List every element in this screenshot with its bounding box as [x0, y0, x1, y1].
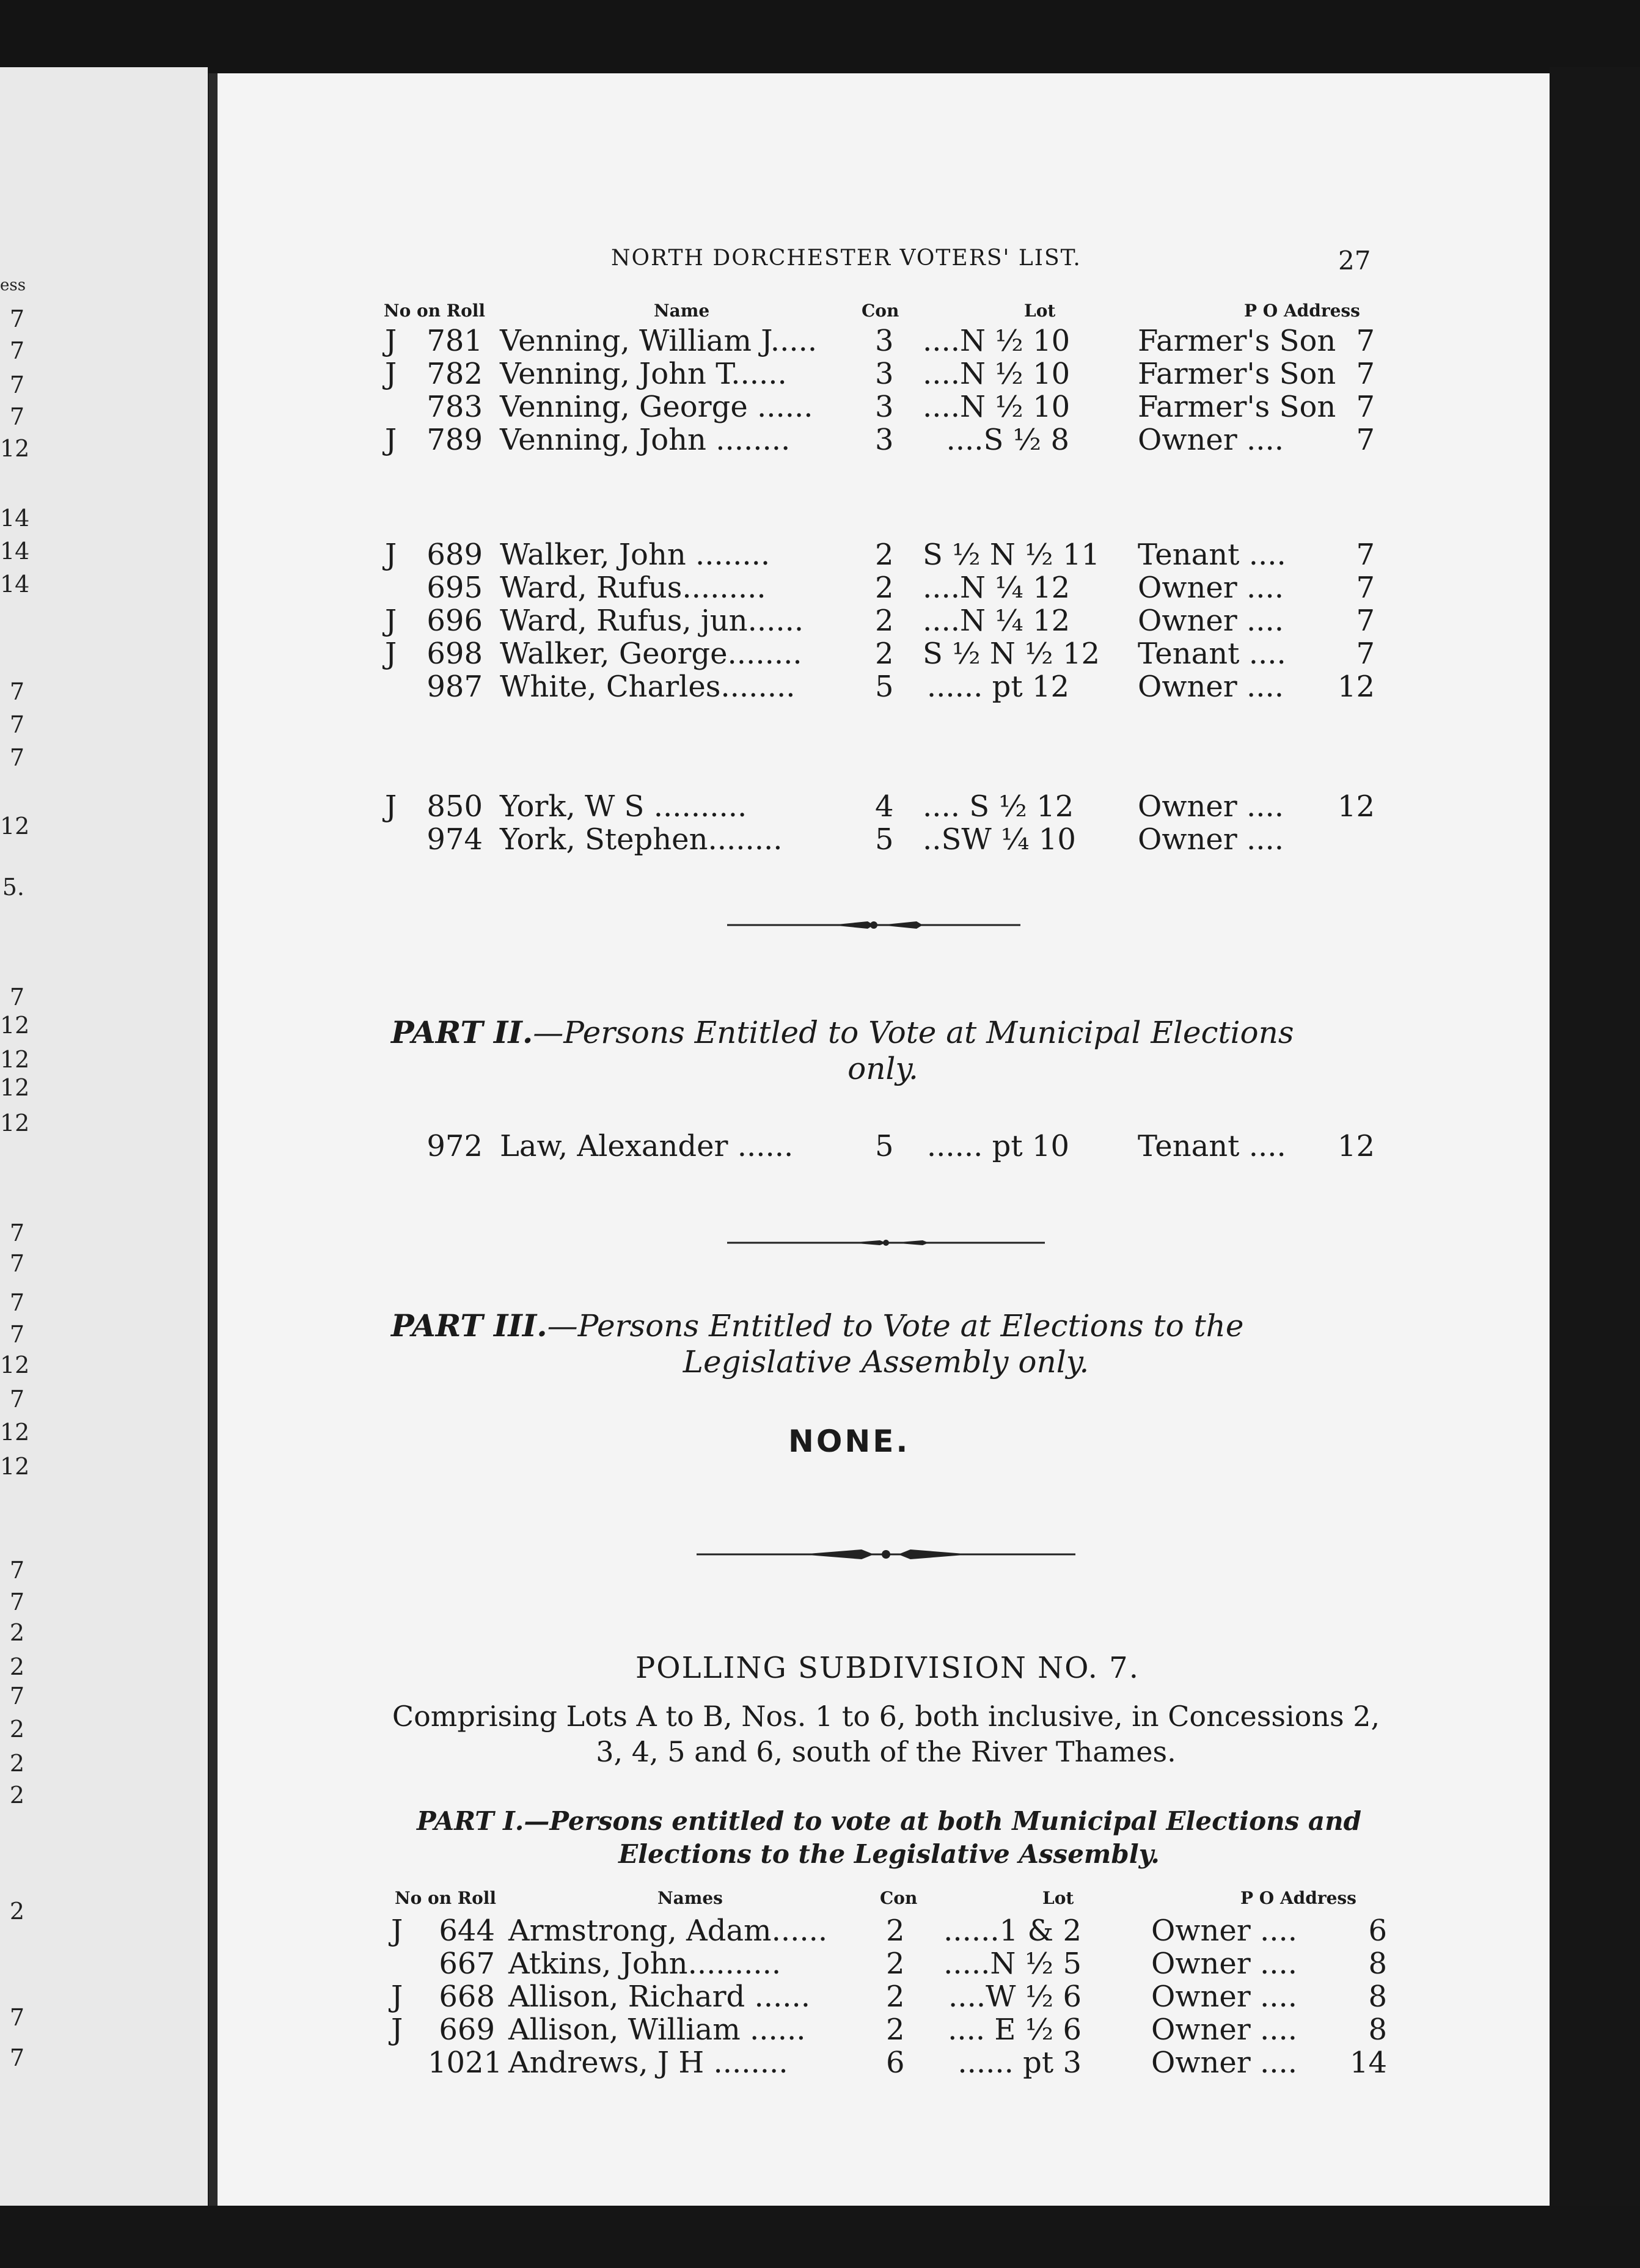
concession: 3 — [875, 357, 894, 391]
concession: 2 — [886, 1947, 905, 1981]
voter-name: Walker, John ........ — [500, 538, 771, 572]
left-margin-number: 12 — [0, 813, 30, 840]
running-head: NORTH DORCHESTER VOTERS' LIST. — [611, 246, 1082, 271]
concession: 3 — [875, 423, 894, 457]
p1-col-header-con: Con — [880, 1888, 918, 1908]
voter-row — [0, 1129, 1640, 1162]
roll-number: 667 — [439, 1947, 495, 1981]
subdivision-title: POLLING SUBDIVISION NO. 7. — [635, 1651, 1140, 1685]
subdivision-desc: Comprising Lots A to B, Nos. 1 to 6, both inclusive, in Concessions 2, 3, 4, 5 and 6, south of the River Thames. — [392, 1700, 1380, 1768]
voter-name: Atkins, John.......... — [508, 1947, 782, 1981]
roll-number: 850 — [426, 789, 483, 824]
ornament-divider — [697, 1548, 1075, 1560]
roll-mark: J — [385, 324, 397, 358]
voter-name: Ward, Rufus......... — [500, 571, 766, 605]
status: Owner .... — [1151, 2013, 1297, 2047]
voter-name: Law, Alexander ...... — [500, 1129, 794, 1163]
left-margin-number: 7 — [9, 2044, 24, 2071]
voter-name: Ward, Rufus, jun...... — [500, 604, 804, 638]
voter-row — [0, 2046, 1640, 2079]
col-header-po-address: P O Address — [1244, 301, 1360, 321]
concession: 2 — [886, 2013, 905, 2047]
roll-number: 781 — [426, 324, 483, 358]
left-margin-number: 7 — [9, 1321, 24, 1348]
status: Farmer's Son — [1138, 357, 1336, 391]
roll-number: 1021 — [428, 2046, 503, 2080]
status: Farmer's Son — [1138, 324, 1336, 358]
concession: 5 — [875, 1129, 894, 1163]
voter-row — [0, 1980, 1640, 2013]
left-margin-number: 12 — [0, 1110, 30, 1136]
left-margin-number: 12 — [0, 1012, 30, 1039]
lot: ....W ½ 6 — [948, 1980, 1082, 2014]
left-margin-number: 7 — [9, 403, 24, 430]
col-header-name: Name — [654, 301, 710, 321]
part1-desc: —Persons entitled to vote at both Municipal Elections and Elections to the Legislative Assembly. — [524, 1806, 1361, 1869]
voter-name: Allison, Richard ...... — [508, 1980, 811, 2014]
roll-number: 987 — [426, 670, 483, 704]
concession: 4 — [875, 789, 894, 824]
status: Owner .... — [1138, 822, 1284, 857]
lot: .....N ½ 5 — [943, 1947, 1082, 1981]
col-header-con: Con — [862, 301, 899, 321]
part3-none: NONE. — [788, 1424, 910, 1459]
status: Owner .... — [1138, 789, 1284, 824]
lot: ....N ½ 10 — [923, 324, 1071, 358]
po-address: 7 — [1356, 637, 1375, 671]
concession: 3 — [875, 390, 894, 424]
concession: 2 — [875, 637, 894, 671]
po-address: 8 — [1368, 1980, 1387, 2014]
voter-row — [0, 423, 1640, 456]
lot: ....N ¼ 12 — [923, 604, 1071, 638]
po-address: 8 — [1368, 1947, 1387, 1981]
concession: 5 — [875, 822, 894, 857]
status: Tenant .... — [1138, 538, 1286, 572]
po-address: 7 — [1356, 538, 1375, 572]
left-margin-number: 7 — [9, 2004, 24, 2031]
concession: 5 — [875, 670, 894, 704]
roll-number: 698 — [426, 637, 483, 671]
left-margin-number: 5. — [2, 874, 24, 901]
lot: ....N ¼ 12 — [923, 571, 1071, 605]
status: Owner .... — [1151, 1980, 1297, 2014]
roll-number: 974 — [426, 822, 483, 857]
po-address: 7 — [1356, 324, 1375, 358]
left-margin-number: 7 — [9, 337, 24, 364]
left-page-header: ess — [0, 276, 26, 294]
left-margin-number: 7 — [9, 1589, 24, 1615]
roll-mark: J — [391, 1914, 403, 1948]
roll-mark: J — [385, 604, 397, 638]
part1-heading — [391, 1805, 1387, 1871]
status: Owner .... — [1138, 604, 1284, 638]
left-margin-number: 2 — [9, 1653, 24, 1680]
part3-only: Legislative Assembly only. — [683, 1344, 1089, 1380]
roll-number: 644 — [439, 1914, 495, 1948]
roll-number: 669 — [439, 2013, 495, 2047]
left-margin-number: 7 — [9, 305, 24, 332]
po-address: 6 — [1368, 1914, 1387, 1948]
roll-number: 972 — [426, 1129, 483, 1163]
ornament-divider — [727, 919, 1020, 931]
roll-mark: J — [385, 789, 397, 824]
left-margin-number: 12 — [0, 1352, 30, 1378]
voter-name: White, Charles........ — [500, 670, 796, 704]
status: Tenant .... — [1138, 1129, 1286, 1163]
left-margin-number: 2 — [9, 1619, 24, 1646]
left-margin-number: 7 — [9, 678, 24, 705]
left-margin-number: 7 — [9, 371, 24, 398]
ornament-divider — [727, 1237, 1045, 1249]
part2-heading — [391, 1014, 1375, 1050]
part2-desc: —Persons Entitled to Vote at Municipal Elections — [533, 1015, 1294, 1050]
part3-heading — [391, 1308, 1381, 1344]
roll-number: 695 — [426, 571, 483, 605]
voter-row — [0, 390, 1640, 423]
lot: ..SW ¼ 10 — [923, 822, 1076, 857]
page-number: 27 — [1338, 246, 1371, 276]
status: Owner .... — [1151, 2046, 1297, 2080]
roll-mark: J — [385, 538, 397, 572]
po-address: 12 — [1337, 670, 1375, 704]
voter-name: Venning, John ........ — [500, 423, 791, 457]
scan-border-top — [0, 0, 1640, 73]
p1-col-header-no-on-roll: No on Roll — [395, 1888, 497, 1908]
left-margin-number: 12 — [0, 435, 30, 462]
lot: S ½ N ½ 12 — [923, 637, 1100, 671]
p1-col-header-po-address: P O Address — [1240, 1888, 1356, 1908]
roll-mark: J — [391, 1980, 403, 2014]
status: Owner .... — [1138, 670, 1284, 704]
part3-desc: —Persons Entitled to Vote at Elections to the — [547, 1308, 1244, 1344]
voter-row — [0, 571, 1640, 604]
lot: ...... pt 10 — [926, 1129, 1069, 1163]
lot: ......1 & 2 — [943, 1914, 1082, 1948]
roll-number: 696 — [426, 604, 483, 638]
part1-label: PART I. — [416, 1806, 524, 1836]
left-margin-number: 12 — [0, 1419, 30, 1446]
left-margin-number: 2 — [9, 1898, 24, 1925]
lot: ....N ½ 10 — [923, 390, 1071, 424]
concession: 2 — [875, 538, 894, 572]
roll-mark: J — [385, 637, 397, 671]
po-address: 14 — [1349, 2046, 1387, 2080]
left-margin-number: 7 — [9, 1220, 24, 1246]
left-margin-number: 7 — [9, 1250, 24, 1277]
roll-mark: J — [385, 357, 397, 391]
concession: 6 — [886, 2046, 905, 2080]
roll-number: 689 — [426, 538, 483, 572]
left-margin-number: 12 — [0, 1453, 30, 1480]
voter-row — [0, 822, 1640, 855]
lot: S ½ N ½ 11 — [923, 538, 1100, 572]
voter-name: York, Stephen........ — [500, 822, 783, 857]
voter-name: Andrews, J H ........ — [508, 2046, 788, 2080]
voter-row — [0, 2013, 1640, 2046]
lot: ...... pt 3 — [957, 2046, 1082, 2080]
roll-number: 782 — [426, 357, 483, 391]
left-margin-number: 7 — [9, 984, 24, 1011]
left-margin-number: 2 — [9, 1750, 24, 1777]
voter-row — [0, 604, 1640, 637]
status: Farmer's Son — [1138, 390, 1336, 424]
po-address: 7 — [1356, 571, 1375, 605]
left-margin-number: 14 — [0, 571, 30, 598]
left-margin-number: 2 — [9, 1716, 24, 1743]
po-address: 8 — [1368, 2013, 1387, 2047]
left-margin-number: 14 — [0, 505, 30, 532]
concession: 2 — [886, 1980, 905, 2014]
left-margin-number: 7 — [9, 1386, 24, 1413]
left-margin-number: 7 — [9, 1289, 24, 1316]
roll-number: 783 — [426, 390, 483, 424]
voter-row — [0, 538, 1640, 571]
po-address: 12 — [1337, 789, 1375, 824]
lot: ....N ½ 10 — [923, 357, 1071, 391]
voter-name: Venning, William J..... — [500, 324, 818, 358]
voter-row — [0, 1914, 1640, 1947]
voter-name: Walker, George........ — [500, 637, 802, 671]
lot: .... E ½ 6 — [948, 2013, 1082, 2047]
left-margin-number: 14 — [0, 538, 30, 565]
voter-row — [0, 324, 1640, 357]
voter-row — [0, 670, 1640, 703]
status: Owner .... — [1151, 1947, 1297, 1981]
lot: ...... pt 12 — [926, 670, 1069, 704]
left-margin-number: 7 — [9, 1683, 24, 1710]
concession: 2 — [886, 1914, 905, 1948]
voter-name: Venning, George ...... — [500, 390, 813, 424]
part3-label: PART III. — [391, 1308, 547, 1344]
p1-col-header-lot: Lot — [1042, 1888, 1074, 1908]
col-header-no-on-roll: No on Roll — [384, 301, 486, 321]
left-margin-number: 7 — [9, 711, 24, 738]
left-margin-number: 2 — [9, 1782, 24, 1809]
roll-mark: J — [391, 2013, 403, 2047]
voter-name: York, W S .......... — [500, 789, 747, 824]
roll-number: 668 — [439, 1980, 495, 2014]
po-address: 7 — [1356, 423, 1375, 457]
po-address: 7 — [1356, 357, 1375, 391]
concession: 3 — [875, 324, 894, 358]
status: Owner .... — [1138, 571, 1284, 605]
lot: ....S ½ 8 — [946, 423, 1069, 457]
status: Tenant .... — [1138, 637, 1286, 671]
lot: .... S ½ 12 — [923, 789, 1074, 824]
col-header-lot: Lot — [1024, 301, 1056, 321]
part2-label: PART II. — [391, 1014, 533, 1050]
status: Owner .... — [1151, 1914, 1297, 1948]
left-margin-number: 12 — [0, 1046, 30, 1073]
voter-name: Armstrong, Adam...... — [508, 1914, 828, 1948]
concession: 2 — [875, 571, 894, 605]
scan-border-bottom — [0, 2206, 1640, 2268]
voter-row — [0, 637, 1640, 670]
voter-row — [0, 789, 1640, 822]
roll-number: 789 — [426, 423, 483, 457]
left-margin-number: 12 — [0, 1074, 30, 1101]
part2-only: only. — [847, 1051, 918, 1086]
po-address: 7 — [1356, 604, 1375, 638]
voter-name: Allison, William ...... — [508, 2013, 806, 2047]
voter-name: Venning, John T...... — [500, 357, 787, 391]
po-address: 7 — [1356, 390, 1375, 424]
voter-row — [0, 357, 1640, 390]
concession: 2 — [875, 604, 894, 638]
p1-col-header-names: Names — [657, 1888, 723, 1908]
left-margin-number: 7 — [9, 744, 24, 771]
roll-mark: J — [385, 423, 397, 457]
po-address: 12 — [1337, 1129, 1375, 1163]
left-margin-number: 7 — [9, 1557, 24, 1584]
voter-row — [0, 1947, 1640, 1980]
status: Owner .... — [1138, 423, 1284, 457]
